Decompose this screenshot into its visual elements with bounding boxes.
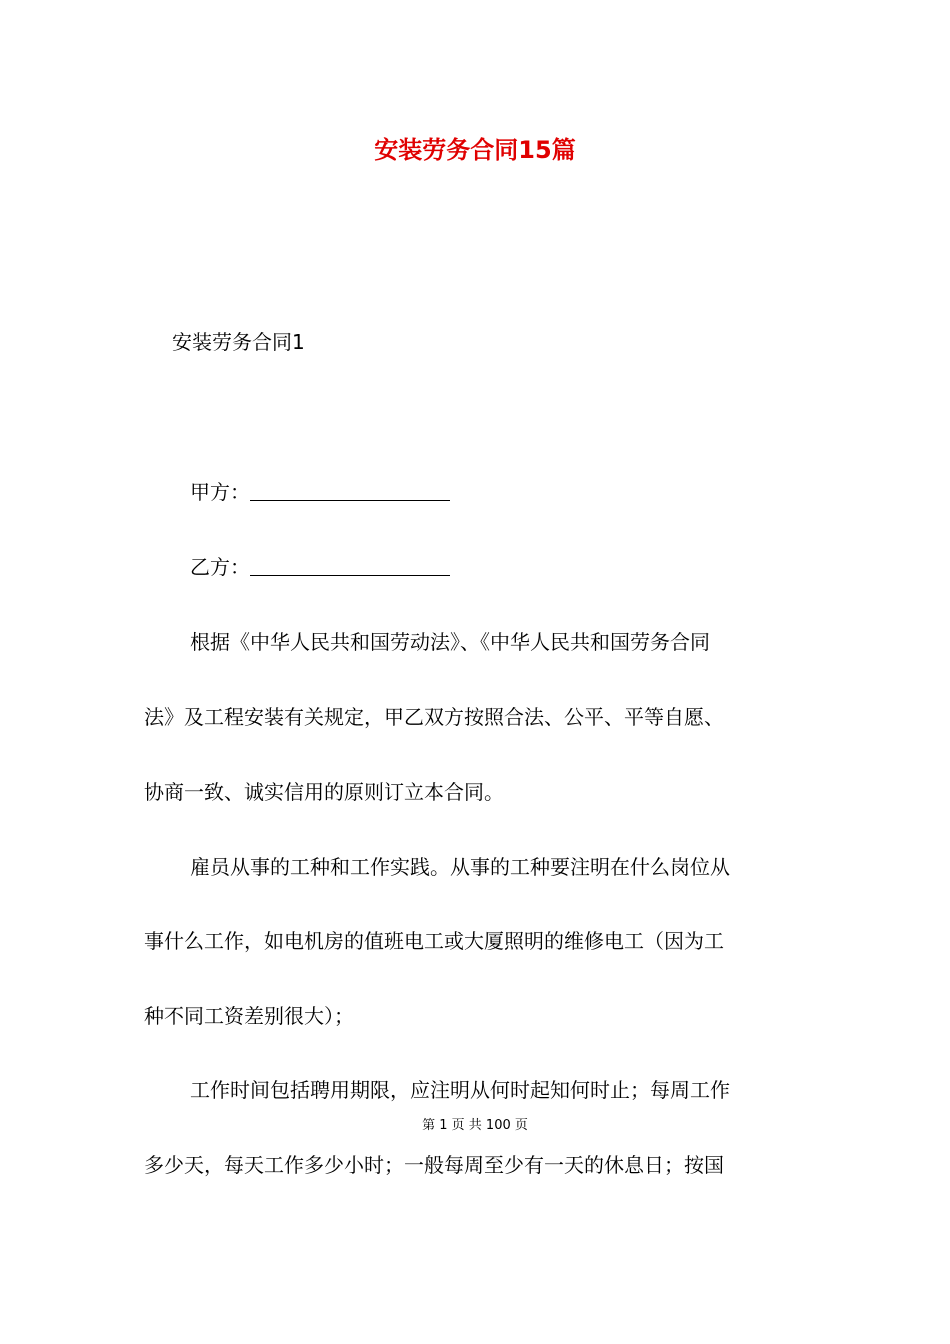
party-a-label: 甲方： — [190, 480, 250, 504]
document-title: 安装劳务合同15篇 — [374, 136, 576, 164]
paragraph-line: 种不同工资差别很大）； — [144, 1004, 354, 1028]
paragraph-line: 根据《中华人民共和国劳动法》、《中华人民共和国劳务合同 — [190, 630, 710, 654]
party-b-field — [190, 551, 450, 580]
party-a-field — [190, 476, 450, 505]
paragraph-line: 工作时间包括聘用期限，应注明从何时起知何时止；每周工作 — [190, 1078, 730, 1102]
paragraph-line: 法》及工程安装有关规定，甲乙双方按照合法、公平、平等自愿、 — [144, 705, 724, 729]
paragraph-line: 协商一致、诚实信用的原则订立本合同。 — [144, 780, 504, 804]
paragraph-line: 多少天，每天工作多少小时；一般每周至少有一天的休息日；按国 — [144, 1153, 724, 1177]
section-heading: 安装劳务合同1 — [172, 330, 305, 354]
page-footer: 第 1 页 共 100 页 — [422, 1118, 528, 1133]
paragraph-line: 事什么工作，如电机房的值班电工或大厦照明的维修电工（因为工 — [144, 929, 724, 953]
party-b-label: 乙方： — [190, 555, 250, 579]
paragraph-line: 雇员从事的工种和工作实践。从事的工种要注明在什么岗位从 — [190, 855, 730, 879]
party-a-blank-line — [250, 476, 450, 501]
party-b-blank-line — [250, 551, 450, 576]
